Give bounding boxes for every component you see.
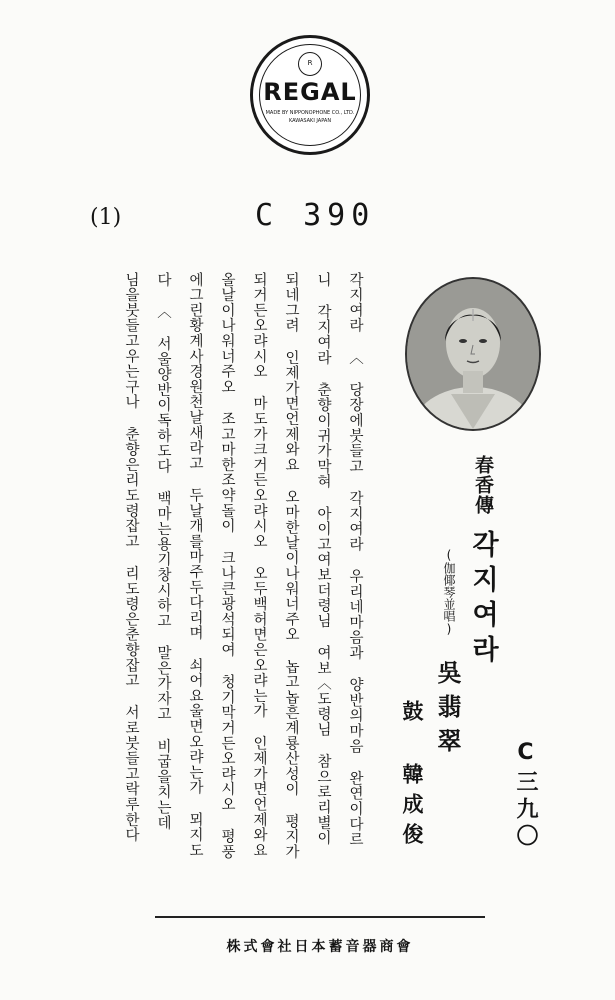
lyric-column-3: 되네그려 인제가면언제와요 오마한날이나워너주오 놉고놉흔계룡산성이 평지가 xyxy=(283,272,299,860)
genre-label: (伽倻琴並唱) xyxy=(442,548,456,636)
portrait-image xyxy=(407,279,539,429)
song-title: 각지여라 xyxy=(467,530,498,670)
regal-label-logo xyxy=(250,35,370,155)
lyric-column-2: 니 각지여라 춘향이귀가막혀 아이고여보더령님 여보〈도령님 참으로리별이 xyxy=(315,272,331,846)
catalog-vertical: C三九〇 xyxy=(513,740,538,851)
work-title: 春香傳 xyxy=(472,455,494,515)
catalog-number: C 390 xyxy=(255,198,376,233)
singer-portrait xyxy=(405,277,541,431)
lyric-column-8: 님을붓들고우는구나 춘향은리도령잡고 리도령은춘향잡고 서로붓들고락루한다 xyxy=(123,272,139,843)
lyric-column-4: 되거든오랴시오 마도가크거든오랴시오 오두백허면은오랴는가 인제가면언제와요 xyxy=(251,272,267,858)
logo-brand: REGAL xyxy=(263,78,357,106)
lyric-column-1: 각지여라 〈 당장에붓들고 각지여라 우리네마음과 양반의마음 완연이다르 xyxy=(347,272,363,848)
lyric-column-6: 에그린황계사경원천날새라고 두날개를마주두다리며 쇠어요울면오랴는가 뫼지도 xyxy=(187,272,203,858)
logo-emblem-icon: R xyxy=(298,52,322,76)
lyric-column-7: 다 〈 서울양반이독하도다 백마는용기창시하고 말은가자고 비굽을치는데 xyxy=(155,272,171,831)
logo-maker-line: MADE BY NIPPONOPHONE CO., LTD. xyxy=(265,110,355,116)
logo-place-line: KAWASAKI JAPAN xyxy=(288,118,332,124)
footer-rule xyxy=(155,916,485,918)
lyric-column-5: 올날이나워너주오 조고마한조약돌이 크나큰광석되여 청기막거든오랴시오 평풍 xyxy=(219,272,235,860)
side-number: (1) xyxy=(90,205,122,230)
publisher-name: 株式會社日本蓄音器商會 xyxy=(226,939,414,955)
singer-name: 吳翡翠 xyxy=(433,660,461,762)
accompanist-name: 鼓 韓成俊 xyxy=(400,700,424,853)
